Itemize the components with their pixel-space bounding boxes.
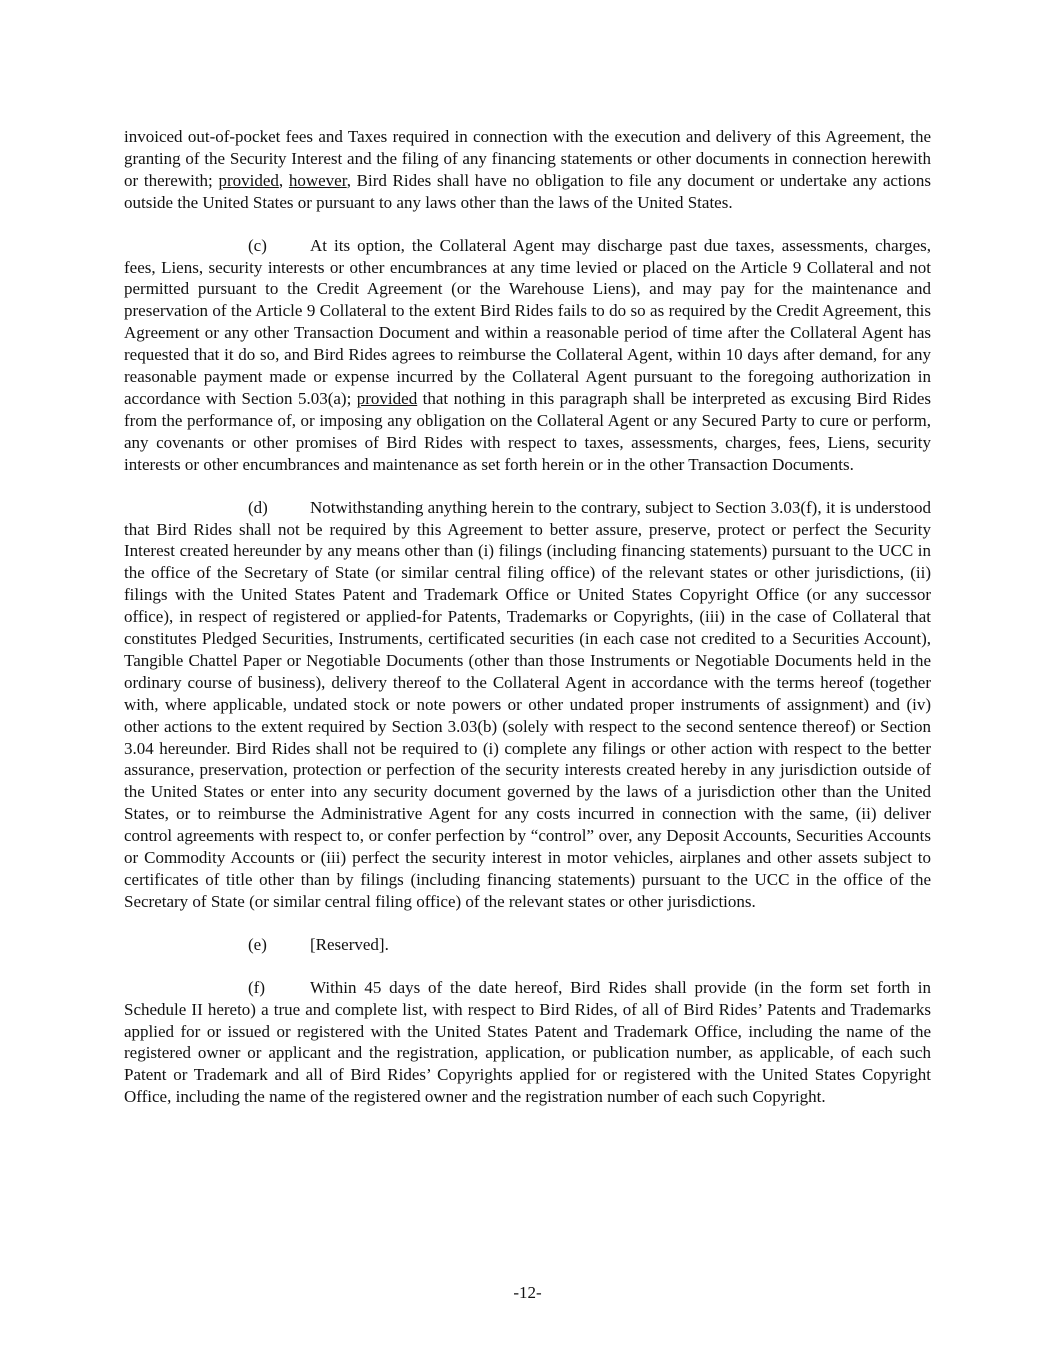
paragraph-text: invoiced out-of-pocket fees and Taxes required in connection with the execution and delivery of this Agreement, the granting of the Security Interest and the filing of any financing statements or other documents in connection herewith or therewith; [124, 127, 931, 190]
paragraph-b-continued [124, 126, 931, 214]
paragraph-text: Notwithstanding anything herein to the contrary, subject to Section 3.03(f), it is understood that Bird Rides shall not be required by this Agreement to better assure, preserve, protect or perfect the Security Interest created hereunder by any means other than (i) filings (including financing statements) pursuant to the UCC in the office of the Secretary of State (or similar central filing office) of the relevant states or other jurisdictions, (ii) filings with the United States Patent and Trademark Office or United States Copyright Office (or any successor office), in respect of registered or applied-for Patents, Trademarks or Copyrights, (iii) in the case of Collateral that constitutes Pledged Securities, Instruments, certificated securities (in each case not credited to a Securities Account), Tangible Chattel Paper or Negotiable Documents (other than those Instruments or Negotiable Documents held in the ordinary course of business), delivery thereof to the Collateral Agent in accordance with the terms hereof (together with, where applicable, undated stock or note powers or other undated proper instruments of assignment) and (iv) other actions to the extent required by Section 3.03(b) (solely with respect to the second sentence thereof) or Section 3.04 hereunder. Bird Rides shall not be required to (i) complete any filings or other action with respect to the better assurance, preservation, protection or perfection of the security interests created hereby in any jurisdiction outside of the United States or enter into any security document governed by the laws of a jurisdiction other than the United States, or to reimburse the Administrative Agent for any costs incurred in connection with the same, (ii) deliver control agreements with respect to, or confer perfection by “control” over, any Deposit Accounts, Securities Accounts or Commodity Accounts or (iii) perfect the security interest in motor vehicles, airplanes and other assets subject to certificates of title other than by filings (including financing statements) pursuant to the UCC in the office of the Secretary of State (or similar central filing office) of the relevant states or other jurisdictions. [124, 497, 931, 911]
paragraph-text: [Reserved]. [310, 934, 389, 954]
paragraph-label: (e) [248, 934, 267, 954]
page-number: -12- [513, 1283, 542, 1302]
paragraph-label: (d) [248, 497, 268, 517]
paragraph-text: that nothing in this paragraph shall be interpreted as excusing Bird Rides from the performance of, or imposing any obligation on the Collateral Agent or any Secured Party to cure or perform, any covenants or other promises of Bird Rides with respect to taxes, assessments, charges, fees, Liens, security interests or other encumbrances and maintenance as set forth herein or in the other Transaction Documents. [124, 388, 931, 474]
paragraph-c [124, 235, 931, 476]
paragraph-text: , Bird Rides shall have no obligation to file any document or undertake any actions outside the United States or pursuant to any laws other than the laws of the United States. [124, 170, 931, 212]
provided-term: provided [218, 170, 279, 190]
paragraph-label: (f) [248, 977, 265, 997]
separator: , [278, 170, 289, 190]
provided-term: provided [356, 388, 418, 408]
document-body [124, 126, 931, 1129]
however-term: however [288, 170, 347, 190]
paragraph-text: Within 45 days of the date hereof, Bird Rides shall provide (in the form set forth in Schedule II hereto) a true and complete list, with respect to Bird Rides, of all of Bird Rides’ Patents and Trademarks applied for or issued or registered with the United States Patent and Trademark Office, including the name of the registered owner or applicant and the registration, application, or publication number, as applicable, of each such Patent or Trademark and all of Bird Rides’ Copyrights applied for or registered with the United States Copyright Office, including the name of the registered owner and the registration number of each such Copyright. [124, 977, 931, 1107]
paragraph-d [124, 497, 931, 913]
paragraph-f [124, 977, 931, 1108]
paragraph-text: At its option, the Collateral Agent may discharge past due taxes, assessments, charges, fees, Liens, security interests or other encumbrances at any time levied or placed on the Article 9 Collateral and not permitted pursuant to the Credit Agreement (or the Warehouse Liens), and may pay for the maintenance and preservation of the Article 9 Collateral to the extent Bird Rides fails to do so as required by the Credit Agreement, this Agreement or any other Transaction Document and within a reasonable period of time after the Collateral Agent has requested that it do so, and Bird Rides agrees to reimburse the Collateral Agent, within 10 days after demand, for any reasonable payment made or expense incurred by the Collateral Agent pursuant to the foregoing authorization in accordance with Section 5.03(a); [124, 235, 931, 408]
paragraph-e [124, 934, 931, 956]
paragraph-label: (c) [248, 235, 267, 255]
